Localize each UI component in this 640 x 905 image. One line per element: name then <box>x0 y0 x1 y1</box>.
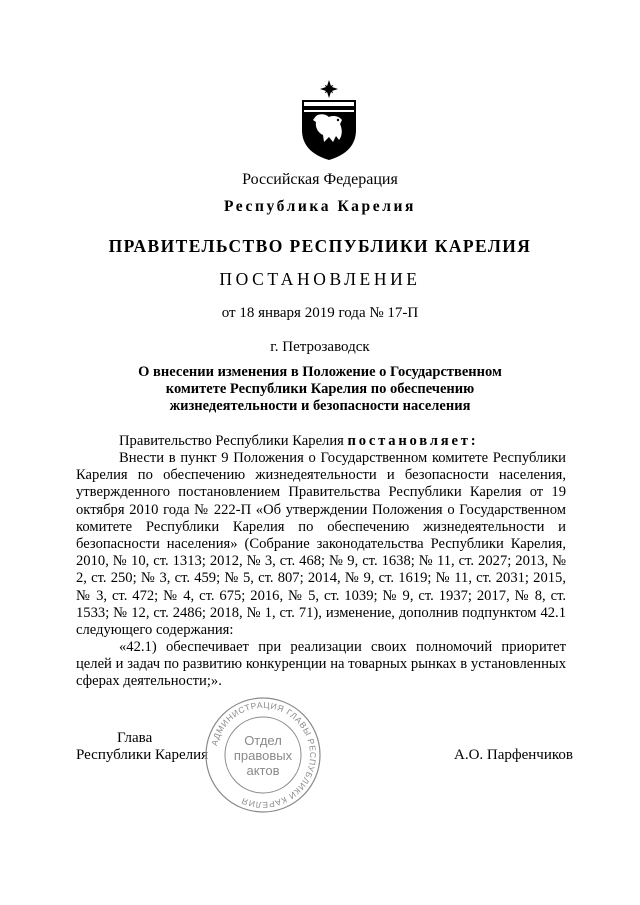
date-number-line: от 18 января 2019 года № 17-П <box>221 305 419 321</box>
stamp-ring-text: АДМИНИСТРАЦИЯ ГЛАВЫ РЕСПУБЛИКИ КАРЕЛИЯ <box>208 699 319 811</box>
stamp-text: правовых <box>233 748 293 763</box>
official-stamp <box>203 695 323 815</box>
amendment-paragraph: Внести в пункт 9 Положения о Государственном комитете Республики Карелия по обеспечению жизнедеятельности и безопасности населения, утвержденного постановлением Правительства Республики Карелия от 19 октября 2010 года № 222-П «Об утверждении Положения о Государственном комитете Республики Карелия по обеспечению жизнедеятельности и безопасности населения» (Собрание законодательства Республики Карелия, 2010, № 10, ст. 1313; 2012, № 3, ст. 468; № 9, ст. 1638; № 11, ст. 2027; 2013, № 2, ст. 250; № 3, ст. 459; № 5, ст. 807; 2014, № 9, ст. 1619; № 11, ст. 2031; 2015, № 3, ст. 472; № 4, ст. 675; 2016, № 5, ст. 1039; № 9, ст. 1937; 2017, № 8, ст. 1533; № 12, ст. 2486; 2018, № 1, ст. 71), изменение, дополнив подпунктом 42.1 следующего содержания: <box>76 450 566 639</box>
signatory-title: Глава <box>117 730 153 746</box>
republic-name: Республика Карелия <box>223 198 417 215</box>
country-name: Российская Федерация <box>242 171 398 188</box>
signatory-title: Республики Карелия <box>76 747 209 763</box>
title-line: комитете Республики Карелия по обеспечению <box>165 381 475 397</box>
preamble-text: Правительство Республики Карелия <box>119 433 348 449</box>
preamble-paragraph <box>76 433 566 450</box>
government-title: ПРАВИТЕЛЬСТВО РЕСПУБЛИКИ КАРЕЛИЯ <box>108 236 532 256</box>
city-line: г. Петрозаводск <box>270 339 370 355</box>
decree-word: постановляет: <box>347 433 479 449</box>
document-title <box>0 364 640 415</box>
coat-of-arms-emblem <box>296 80 362 162</box>
document-type: ПОСТАНОВЛЕНИЕ <box>219 269 421 289</box>
stamp-text: актов <box>246 763 280 778</box>
signatory-name: А.О. Парфенчиков <box>454 747 573 763</box>
title-line: О внесении изменения в Положение о Государственном <box>138 364 502 380</box>
quoted-provision: «42.1) обеспечивает при реализации своих полномочий приоритет целей и задач по развитию конкуренции на товарных рынках в установленных сферах деятельности;». <box>76 639 566 690</box>
stamp-text: Отдел <box>244 733 282 748</box>
title-line: жизнедеятельности и безопасности населения <box>169 398 471 414</box>
